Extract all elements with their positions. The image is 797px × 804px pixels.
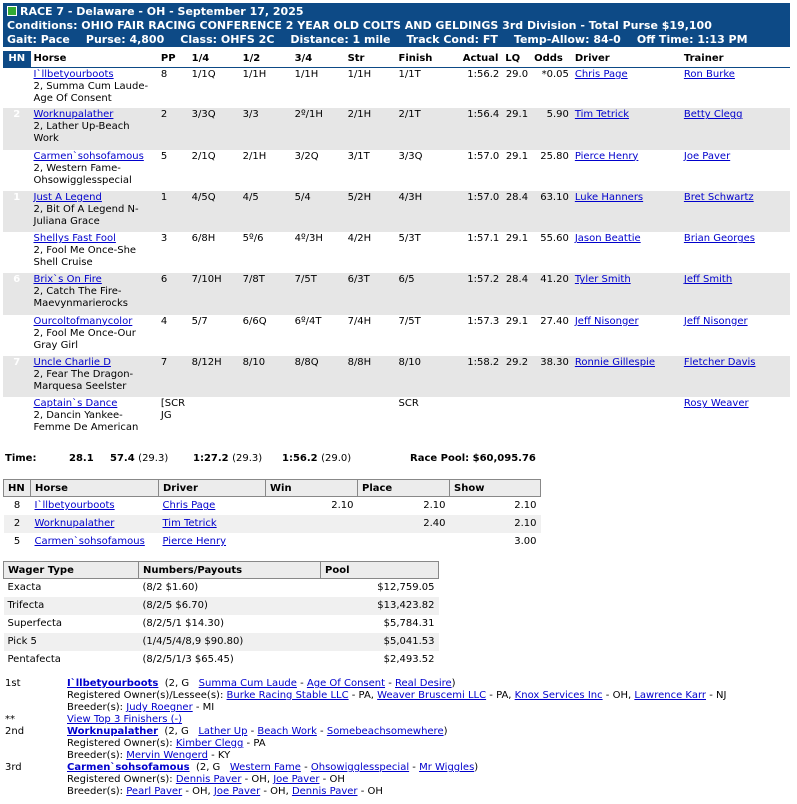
fin-cell: 4/3H: [396, 191, 460, 232]
driver-link[interactable]: Chris Page: [574, 68, 628, 80]
q2-cell: 1/1H: [240, 67, 292, 108]
trainer-cell: [681, 150, 790, 191]
horse-cell: [31, 232, 158, 273]
horse-link[interactable]: Worknupalather: [33, 109, 114, 121]
payout-horse-link[interactable]: Carmen`sohsofamous: [34, 536, 145, 547]
temp-allow: Temp-Allow: 84-0: [513, 33, 621, 46]
q2-cell: 5º/6: [240, 232, 292, 273]
wager-numbers: (8/2/5 $6.70): [139, 597, 321, 615]
owner-link[interactable]: Burke Racing Stable LLC: [226, 690, 349, 701]
lq-cell: 28.4: [502, 191, 531, 232]
horse-pedigree: 2, Summa Cum Laude-Age Of Consent: [33, 80, 149, 104]
q2-cell: [240, 397, 292, 438]
breeders-line: Breeder(s): Judy Roegner - MI: [67, 702, 215, 713]
horse-cell: [31, 273, 158, 314]
payout-driver-link[interactable]: Chris Page: [162, 500, 216, 512]
table-row: [3, 150, 790, 191]
race-header: [3, 3, 790, 47]
table-row: [3, 315, 790, 356]
wager-type: Exacta: [7, 582, 42, 594]
lq-cell: [502, 397, 531, 438]
time-q2: 57.4 (29.3): [110, 453, 169, 464]
payout-table: [3, 479, 541, 551]
horse-link[interactable]: Shellys Fast Fool: [33, 233, 116, 245]
finisher-2nd: 2nd Worknupalather (2, G Lather Up - Beach Work - Somebeachsomewhere): [5, 726, 448, 737]
trainer-link[interactable]: Bret Schwartz: [683, 191, 754, 203]
pp-cell: 4: [158, 315, 189, 356]
trainer-cell: [681, 108, 790, 149]
trainer-link[interactable]: Fletcher Davis: [683, 357, 756, 369]
trainer-cell: [681, 191, 790, 232]
finisher-horse-link[interactable]: Carmen`sohsofamous: [67, 762, 190, 773]
owner-link[interactable]: Dennis Paver: [175, 774, 242, 785]
trainer-cell: [681, 67, 790, 108]
wager-type: Trifecta: [4, 597, 139, 615]
actual-cell: 1:57.0: [460, 191, 503, 232]
payout-row: [4, 497, 541, 515]
race-pool: Race Pool: $60,095.76: [410, 453, 536, 464]
owner-link[interactable]: Knox Services Inc: [514, 690, 603, 701]
horse-pedigree: 2, Fool Me Once-She Shell Cruise: [33, 245, 137, 269]
driver-link[interactable]: Luke Hanners: [574, 191, 644, 203]
col-pool: Pool: [321, 562, 439, 579]
horse-pedigree: 2, Western Fame-Ohsowigglesspecial: [33, 162, 132, 186]
damsire-link[interactable]: Real Desire: [395, 678, 452, 689]
horse-cell: [31, 67, 158, 108]
odds-cell: 55.60: [531, 232, 572, 273]
horse-pedigree: 2, Catch The Fire-Maevynmarierocks: [33, 286, 129, 310]
owners-line: Registered Owner(s)/Lessee(s): Burke Racing Stable LLC - PA, Weaver Bruscemi LLC - PA, Knox Services Inc - OH, Lawrence Karr - NJ: [67, 690, 727, 701]
col-driver: Driver: [572, 51, 681, 67]
table-row: [3, 191, 790, 232]
actual-cell: 1:58.2: [460, 356, 503, 397]
lq-cell: 29.1: [502, 315, 531, 356]
fin-cell: 6/5: [396, 273, 460, 314]
wager-row: [4, 615, 439, 633]
wager-type: Pick 5: [4, 633, 139, 651]
payout-row: [4, 533, 541, 551]
horse-link[interactable]: Ourcoltofmanycolor: [33, 315, 133, 327]
place-label: 1st: [5, 678, 21, 689]
hn-cell: 2: [3, 108, 31, 149]
driver-cell: [572, 356, 681, 397]
q1-cell: 7/10H: [189, 273, 240, 314]
time-q1: 28.1: [69, 453, 94, 464]
col-trainer: Trainer: [681, 51, 790, 67]
breeders-line: Breeder(s): Mervin Wengerd - KY: [67, 750, 231, 761]
lq-cell: 29.0: [502, 67, 531, 108]
driver-cell: [572, 108, 681, 149]
horse-link[interactable]: Just A Legend: [33, 191, 102, 203]
driver-link[interactable]: Tyler Smith: [574, 274, 631, 286]
driver-link[interactable]: Tim Tetrick: [574, 109, 630, 121]
table-row: [3, 232, 790, 273]
odds-cell: 5.90: [531, 108, 572, 149]
checkbox-icon[interactable]: [7, 6, 17, 16]
race-details: [7, 33, 786, 47]
col-driver: Driver: [159, 480, 266, 497]
place-payout: [358, 533, 450, 551]
win-payout: [266, 515, 358, 533]
hn-cell: 7: [3, 356, 31, 397]
q2-cell: 8/10: [240, 356, 292, 397]
win-payout: [266, 533, 358, 551]
col-str: Str: [345, 51, 396, 67]
breeder-link[interactable]: Judy Roegner: [126, 702, 193, 713]
horse-pedigree: 2, Dancin Yankee-Femme De American: [33, 410, 139, 434]
wager-pool: $5,041.53: [321, 633, 439, 651]
odds-cell: 25.80: [531, 150, 572, 191]
wager-pool: $13,423.82: [321, 597, 439, 615]
wager-row: [4, 579, 439, 597]
wager-row: [4, 597, 439, 615]
col-lq: LQ: [502, 51, 531, 67]
trainer-cell: [681, 273, 790, 314]
hn-cell: 1: [3, 191, 31, 232]
q3-cell: 1/1H: [292, 67, 345, 108]
dam-link[interactable]: Age Of Consent: [306, 678, 386, 689]
driver-link[interactable]: Jeff Nisonger: [574, 315, 639, 327]
table-row: [3, 356, 790, 397]
hn-cell: 3: [3, 232, 31, 273]
place-label: 2nd: [5, 726, 25, 737]
race-conditions: Conditions: OHIO FAIR RACING CONFERENCE 2 YEAR OLD COLTS AND GELDINGS 3rd Division - Total Purse $19,100: [7, 19, 712, 32]
table-row: [3, 273, 790, 314]
damsire-link[interactable]: Somebeachsomewhere: [326, 726, 444, 737]
dam-link[interactable]: Beach Work: [257, 726, 317, 737]
payout-hn: 2: [4, 515, 31, 533]
wager-numbers: (8/2/5/1/3 $65.45): [142, 654, 234, 665]
col-hn: HN: [4, 480, 31, 497]
q3-cell: 6º/4T: [292, 315, 345, 356]
trainer-cell: [681, 356, 790, 397]
col-q2: 1/2: [240, 51, 292, 67]
time-final: 1:56.2 (29.0): [282, 453, 352, 464]
str-cell: 4/2H: [345, 232, 396, 273]
race-title: RACE 7 - Delaware - OH - September 17, 2025: [20, 5, 304, 18]
track-cond: Track Cond: FT: [406, 33, 498, 46]
q2-cell: 6/6Q: [240, 315, 292, 356]
pp-cell: 8: [158, 67, 189, 108]
str-cell: 3/1T: [345, 150, 396, 191]
horse-link[interactable]: I`llbetyourboots: [33, 68, 114, 80]
hn-cell: 5: [3, 150, 31, 191]
q3-cell: 3/2Q: [292, 150, 345, 191]
pp-cell: 6: [158, 273, 189, 314]
q1-cell: 2/1Q: [189, 150, 240, 191]
payout-horse-link[interactable]: Worknupalather: [34, 518, 115, 529]
wager-numbers: (8/2 $1.60): [142, 582, 199, 594]
wager-numbers: (8/2/5/1 $14.30): [142, 618, 225, 629]
wager-type: Pentafecta: [7, 654, 61, 665]
pp-cell: 5: [158, 150, 189, 191]
breeder-link[interactable]: Dennis Paver: [291, 786, 358, 797]
off-time: Off Time: 1:13 PM: [636, 33, 748, 46]
owner-link[interactable]: Joe Paver: [273, 774, 320, 785]
wager-type: Superfecta: [7, 618, 63, 629]
pp-cell: 3: [158, 232, 189, 273]
gait: Gait: Pace: [7, 33, 70, 46]
wager-pool: $2,493.52: [383, 654, 435, 665]
payout-horse-link[interactable]: I`llbetyourboots: [34, 500, 115, 512]
payout-driver-link[interactable]: Tim Tetrick: [162, 518, 217, 529]
table-row: [3, 67, 790, 108]
actual-cell: 1:56.2: [460, 67, 503, 108]
q3-cell: 2º/1H: [292, 108, 345, 149]
view-top3-link[interactable]: View Top 3 Finishers (-): [67, 714, 183, 725]
col-win: Win: [266, 480, 358, 497]
lq-cell: 29.1: [502, 108, 531, 149]
horse-pedigree: 2, Fear The Dragon-Marquesa Seelster: [33, 369, 134, 393]
trainer-link[interactable]: Jeff Nisonger: [683, 315, 748, 327]
col-place: Place: [358, 480, 450, 497]
show-payout: 2.10: [514, 500, 537, 512]
str-cell: 2/1H: [345, 108, 396, 149]
time-q3: 1:27.2 (29.3): [193, 453, 263, 464]
str-cell: 6/3T: [345, 273, 396, 314]
horse-cell: [31, 315, 158, 356]
odds-cell: *0.05: [531, 67, 572, 108]
q1-cell: 6/8H: [189, 232, 240, 273]
horse-cell: [31, 150, 158, 191]
hn-cell: 4: [3, 315, 31, 356]
col-q3: 3/4: [292, 51, 345, 67]
horse-cell: [31, 191, 158, 232]
q2-cell: 4/5: [240, 191, 292, 232]
q3-cell: 8/8Q: [292, 356, 345, 397]
wager-pool: $5,784.31: [383, 618, 435, 629]
col-horse: Horse: [31, 480, 159, 497]
q1-cell: 1/1Q: [189, 67, 240, 108]
fin-cell: 1/1T: [396, 67, 460, 108]
q3-cell: [292, 397, 345, 438]
wager-row: [4, 651, 439, 669]
driver-link[interactable]: Jason Beattie: [574, 233, 641, 245]
col-numbers: Numbers/Payouts: [139, 562, 321, 579]
wager-numbers: (1/4/5/4/8,9 $90.80): [139, 633, 321, 651]
finisher-horse-link[interactable]: I`llbetyourboots: [67, 678, 159, 689]
q1-cell: 8/12H: [189, 356, 240, 397]
trainer-link[interactable]: Joe Paver: [683, 150, 731, 162]
trainer-link[interactable]: Rosy Weaver: [683, 398, 749, 410]
show-payout: 3.00: [514, 536, 537, 547]
horse-link[interactable]: Captain`s Dance: [33, 398, 118, 410]
sire-link[interactable]: Lather Up: [198, 726, 248, 737]
trainer-link[interactable]: Brian Georges: [683, 233, 755, 245]
owners-line: Registered Owner(s): Dennis Paver - OH, Joe Paver - OH: [67, 774, 345, 785]
horse-cell: [31, 397, 158, 438]
sire-link[interactable]: Summa Cum Laude: [198, 678, 297, 689]
str-cell: 5/2H: [345, 191, 396, 232]
col-actual: Actual: [460, 51, 503, 67]
breeder-link[interactable]: Pearl Paver: [126, 786, 183, 797]
payout-row: [4, 515, 541, 533]
dam-link[interactable]: Ohsowigglesspecial: [310, 762, 410, 773]
horse-cell: [31, 356, 158, 397]
purse: Purse: 4,800: [85, 33, 165, 46]
trainer-link[interactable]: Ron Burke: [683, 68, 735, 80]
sire-link[interactable]: Western Fame: [229, 762, 301, 773]
finisher-1st: 1st I`llbetyourboots (2, G Summa Cum Laude - Age Of Consent - Real Desire): [5, 678, 456, 689]
wager-row: [4, 633, 439, 651]
col-hn: HN: [3, 51, 31, 67]
results-table: [3, 51, 790, 439]
table-row: [3, 397, 790, 438]
odds-cell: [531, 397, 572, 438]
results-header: [3, 51, 790, 67]
trainer-cell: [681, 397, 790, 438]
col-odds: Odds: [531, 51, 572, 67]
q2-cell: 2/1H: [240, 150, 292, 191]
place-payout: 2.40: [358, 515, 450, 533]
lq-cell: 29.1: [502, 150, 531, 191]
payout-driver-link[interactable]: Pierce Henry: [162, 536, 227, 547]
distance: Distance: 1 mile: [290, 33, 391, 46]
col-show: Show: [450, 480, 541, 497]
finisher-horse-link[interactable]: Worknupalather: [67, 726, 159, 737]
q3-cell: 5/4: [292, 191, 345, 232]
str-cell: 1/1H: [345, 67, 396, 108]
pp-cell: 1: [158, 191, 189, 232]
odds-cell: 63.10: [531, 191, 572, 232]
class: Class: OHFS 2C: [180, 33, 275, 46]
owners-line: Registered Owner(s): Kimber Clegg - PA: [67, 738, 266, 749]
pp-cell: [SCR JG: [158, 397, 189, 438]
trainer-link[interactable]: Jeff Smith: [683, 274, 733, 286]
hn-cell: 8: [3, 67, 31, 108]
fin-cell: 5/3T: [396, 232, 460, 273]
driver-cell: [572, 232, 681, 273]
owner-link[interactable]: Weaver Bruscemi LLC: [377, 690, 487, 701]
driver-cell: [572, 315, 681, 356]
fin-cell: 3/3Q: [396, 150, 460, 191]
horse-link[interactable]: Uncle Charlie D: [33, 357, 111, 369]
owner-link[interactable]: Kimber Clegg: [175, 738, 244, 749]
damsire-link[interactable]: Mr Wiggles: [419, 762, 475, 773]
col-horse: Horse: [31, 51, 158, 67]
time-label: Time:: [5, 453, 37, 464]
pp-cell: 2: [158, 108, 189, 149]
odds-cell: 38.30: [531, 356, 572, 397]
str-cell: 8/8H: [345, 356, 396, 397]
str-cell: [345, 397, 396, 438]
fin-cell: 7/5T: [396, 315, 460, 356]
q3-cell: 7/5T: [292, 273, 345, 314]
driver-link[interactable]: Ronnie Gillespie: [574, 357, 655, 369]
finishers-section: [5, 678, 790, 798]
actual-cell: [460, 397, 503, 438]
payout-hn: 8: [13, 500, 21, 512]
lq-cell: 29.1: [502, 232, 531, 273]
driver-cell: [572, 397, 681, 438]
fin-cell: 8/10: [396, 356, 460, 397]
trainer-cell: [681, 315, 790, 356]
wager-table: [3, 561, 439, 669]
breeder-link[interactable]: Joe Paver: [213, 786, 261, 797]
col-q1: 1/4: [189, 51, 240, 67]
q1-cell: 5/7: [189, 315, 240, 356]
horse-pedigree: 2, Lather Up-Beach Work: [33, 121, 130, 145]
hn-cell: 6: [3, 273, 31, 314]
col-wager-type: Wager Type: [4, 562, 139, 579]
actual-cell: 1:57.1: [460, 232, 503, 273]
owner-link[interactable]: Lawrence Karr: [634, 690, 706, 701]
hn-cell: 9: [3, 397, 31, 438]
q1-cell: [189, 397, 240, 438]
driver-cell: [572, 191, 681, 232]
top3-row: ** View Top 3 Finishers (-): [5, 714, 183, 725]
q1-cell: 3/3Q: [189, 108, 240, 149]
breeders-line: Breeder(s): Pearl Paver - OH, Joe Paver - OH, Dennis Paver - OH: [67, 786, 383, 797]
q3-cell: 4º/3H: [292, 232, 345, 273]
win-payout: 2.10: [331, 500, 354, 512]
horse-pedigree: 2, Bit Of A Legend N-Juliana Grace: [33, 203, 139, 227]
lq-cell: 29.2: [502, 356, 531, 397]
driver-cell: [572, 67, 681, 108]
actual-cell: 1:57.3: [460, 315, 503, 356]
lq-cell: 28.4: [502, 273, 531, 314]
pp-cell: 7: [158, 356, 189, 397]
actual-cell: 1:56.4: [460, 108, 503, 149]
str-cell: 7/4H: [345, 315, 396, 356]
driver-link[interactable]: Pierce Henry: [574, 150, 639, 162]
q2-cell: 7/8T: [240, 273, 292, 314]
trainer-link[interactable]: Betty Clegg: [683, 109, 743, 121]
q1-cell: 4/5Q: [189, 191, 240, 232]
finisher-3rd: 3rd Carmen`sohsofamous (2, G Western Fame - Ohsowigglesspecial - Mr Wiggles): [5, 762, 479, 773]
col-finish: Finish: [396, 51, 460, 67]
driver-cell: [572, 150, 681, 191]
actual-cell: 1:57.0: [460, 150, 503, 191]
wager-pool: $12,759.05: [377, 582, 435, 594]
fin-cell: SCR: [396, 397, 460, 438]
place-label: 3rd: [5, 762, 22, 773]
trainer-cell: [681, 232, 790, 273]
breeder-link[interactable]: Mervin Wengerd: [126, 750, 208, 761]
payout-hn: 5: [13, 536, 21, 547]
place-payout: 2.10: [423, 500, 446, 512]
actual-cell: 1:57.2: [460, 273, 503, 314]
horse-link[interactable]: Brix`s On Fire: [33, 274, 102, 286]
odds-cell: 41.20: [531, 273, 572, 314]
fin-cell: 2/1T: [396, 108, 460, 149]
horse-cell: [31, 108, 158, 149]
table-row: [3, 108, 790, 149]
driver-cell: [572, 273, 681, 314]
show-payout: 2.10: [450, 515, 541, 533]
q2-cell: 3/3: [240, 108, 292, 149]
horse-pedigree: 2, Fool Me Once-Our Gray Girl: [33, 327, 136, 351]
col-pp: PP: [158, 51, 189, 67]
horse-link[interactable]: Carmen`sohsofamous: [33, 150, 144, 162]
odds-cell: 27.40: [531, 315, 572, 356]
